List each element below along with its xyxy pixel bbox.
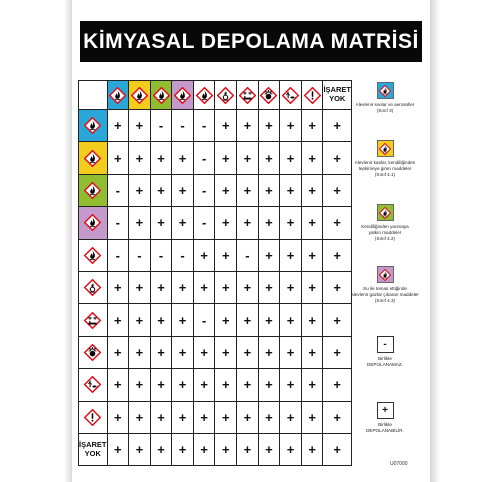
matrix-cell: + bbox=[129, 142, 151, 174]
table-row bbox=[79, 401, 352, 433]
matrix-cell: + bbox=[280, 239, 302, 271]
flame-icon bbox=[151, 87, 172, 104]
row-header-4 bbox=[79, 207, 108, 239]
matrix-cell: + bbox=[107, 401, 129, 433]
legend-item-green bbox=[350, 204, 420, 243]
matrix-cell: + bbox=[215, 239, 237, 271]
page-title: KİMYASAL DEPOLAMA MATRİSİ bbox=[83, 29, 419, 53]
legend-text-line: (Sınıf 4.2) bbox=[374, 236, 396, 242]
column-header-2 bbox=[129, 81, 151, 110]
environment-icon bbox=[79, 376, 107, 393]
column-header-6 bbox=[215, 81, 237, 110]
matrix-cell: - bbox=[237, 239, 259, 271]
matrix-cell: + bbox=[301, 271, 323, 303]
flame-icon bbox=[172, 87, 193, 104]
matrix-cell: + bbox=[237, 433, 259, 465]
matrix-cell: + bbox=[172, 336, 194, 368]
legend-item-yellow bbox=[350, 140, 420, 179]
matrix-cell: + bbox=[301, 174, 323, 206]
matrix-cell: + bbox=[215, 369, 237, 401]
isaret-yok-line2: YOK bbox=[84, 448, 101, 458]
isaret-yok-line1: İŞARET bbox=[323, 85, 351, 95]
exclamation-icon bbox=[79, 409, 107, 426]
table-row bbox=[79, 110, 352, 142]
matrix-cell: + bbox=[258, 433, 280, 465]
matrix-cell: + bbox=[193, 433, 215, 465]
matrix-cell: + bbox=[258, 369, 280, 401]
isaret-yok-line2: YOK bbox=[329, 94, 346, 103]
row-header-1 bbox=[79, 110, 108, 142]
matrix-cell: + bbox=[150, 174, 172, 206]
matrix-cell: + bbox=[150, 304, 172, 336]
matrix-cell: + bbox=[280, 304, 302, 336]
flame-icon bbox=[129, 87, 150, 104]
flame-icon bbox=[79, 182, 107, 199]
matrix-cell: + bbox=[301, 433, 323, 465]
matrix-cell: + bbox=[301, 401, 323, 433]
matrix-cell: + bbox=[150, 433, 172, 465]
matrix-cell: + bbox=[323, 174, 352, 206]
matrix-cell: - bbox=[107, 174, 129, 206]
matrix-cell: - bbox=[193, 304, 215, 336]
column-header-8 bbox=[258, 81, 280, 110]
matrix-cell: + bbox=[323, 271, 352, 303]
matrix-cell: + bbox=[280, 433, 302, 465]
matrix-cell: + bbox=[237, 401, 259, 433]
exploding-bomb-icon bbox=[259, 87, 280, 104]
matrix-cell: + bbox=[237, 142, 259, 174]
row-header-6 bbox=[79, 271, 108, 303]
matrix-cell: + bbox=[215, 174, 237, 206]
flame-over-circle-icon bbox=[79, 279, 107, 296]
matrix-cell: + bbox=[107, 433, 129, 465]
matrix-cell: - bbox=[193, 207, 215, 239]
matrix-cell: + bbox=[172, 142, 194, 174]
matrix-cell: + bbox=[237, 271, 259, 303]
table-row bbox=[79, 142, 352, 174]
table-row bbox=[79, 239, 352, 271]
matrix-cell: + bbox=[107, 336, 129, 368]
matrix-cell: + bbox=[323, 336, 352, 368]
matrix-cell: + bbox=[172, 304, 194, 336]
matrix-cell: + bbox=[280, 336, 302, 368]
matrix-cell: + bbox=[150, 271, 172, 303]
storage-matrix-table bbox=[78, 80, 352, 466]
legend-text-line: tepkimeye giren maddeler bbox=[358, 166, 412, 172]
legend-item-plus bbox=[350, 402, 420, 434]
matrix-cell: + bbox=[215, 304, 237, 336]
environment-icon bbox=[280, 87, 301, 104]
matrix-cell: + bbox=[237, 207, 259, 239]
matrix-cell: + bbox=[129, 271, 151, 303]
legend-text-line: Su ile temas ettiğinde bbox=[363, 286, 407, 291]
matrix-cell: - bbox=[172, 110, 194, 142]
matrix-cell: + bbox=[150, 142, 172, 174]
flame-icon bbox=[379, 269, 391, 281]
matrix-cell: + bbox=[301, 239, 323, 271]
matrix-cell: + bbox=[172, 207, 194, 239]
matrix-cell: + bbox=[258, 271, 280, 303]
row-header-2 bbox=[79, 142, 108, 174]
matrix-cell: + bbox=[280, 369, 302, 401]
header-row bbox=[79, 81, 352, 110]
matrix-cell: + bbox=[129, 110, 151, 142]
matrix-cell: + bbox=[172, 174, 194, 206]
row-header-7 bbox=[79, 304, 108, 336]
legend-text-line: alevlenir gazlar çıkaran maddeler bbox=[351, 292, 419, 298]
matrix-cell: + bbox=[129, 207, 151, 239]
matrix-cell: + bbox=[237, 174, 259, 206]
corrosion-icon bbox=[79, 312, 107, 329]
matrix-cell: + bbox=[129, 336, 151, 368]
matrix-cell: - bbox=[129, 239, 151, 271]
matrix-cell: + bbox=[280, 110, 302, 142]
matrix-cell: + bbox=[280, 271, 302, 303]
legend-text-line: Kendiliğinden yanmaya bbox=[361, 224, 409, 229]
matrix-cell: + bbox=[193, 369, 215, 401]
matrix-cell: - bbox=[107, 207, 129, 239]
legend-swatch: - bbox=[377, 336, 394, 353]
matrix-cell: + bbox=[323, 239, 352, 271]
column-header-1 bbox=[107, 81, 129, 110]
matrix-cell: - bbox=[193, 110, 215, 142]
matrix-cell: + bbox=[301, 142, 323, 174]
matrix-cell: + bbox=[215, 401, 237, 433]
matrix-cell: + bbox=[150, 401, 172, 433]
legend-swatch bbox=[377, 204, 394, 221]
column-header-7 bbox=[237, 81, 259, 110]
legend-text-line: Birlikte bbox=[378, 422, 392, 427]
legend-text-line: DEPOLANAMAZ. bbox=[367, 362, 403, 368]
row-header-3 bbox=[79, 174, 108, 206]
product-code: U07000 bbox=[390, 461, 408, 467]
column-header-11 bbox=[323, 81, 352, 110]
table-row bbox=[79, 304, 352, 336]
legend-item-purple bbox=[350, 266, 420, 305]
column-header-4 bbox=[172, 81, 194, 110]
matrix-cell: + bbox=[323, 304, 352, 336]
matrix-cell: + bbox=[215, 336, 237, 368]
matrix-cell: + bbox=[215, 110, 237, 142]
legend-text-line: Alevlenir sıvılar ve aerosoller bbox=[355, 102, 415, 107]
legend-text-line: yatkın maddeler bbox=[368, 230, 402, 236]
column-header-10 bbox=[301, 81, 323, 110]
flame-icon bbox=[79, 214, 107, 231]
matrix-cell: + bbox=[129, 401, 151, 433]
matrix-cell: + bbox=[258, 239, 280, 271]
matrix-cell: + bbox=[237, 304, 259, 336]
legend-text-line: (Sınıf 4.3) bbox=[374, 298, 396, 304]
matrix-cell: + bbox=[323, 207, 352, 239]
matrix-cell: + bbox=[323, 401, 352, 433]
row-header-11 bbox=[79, 433, 108, 465]
legend-text-line: Birlikte bbox=[378, 356, 392, 361]
matrix-cell: + bbox=[323, 142, 352, 174]
matrix-cell: + bbox=[301, 369, 323, 401]
matrix-cell: + bbox=[215, 271, 237, 303]
flame-icon bbox=[379, 207, 391, 219]
isaret-yok-line1: İŞARET bbox=[79, 439, 107, 449]
matrix-cell: + bbox=[107, 369, 129, 401]
matrix-cell: + bbox=[129, 304, 151, 336]
table-row bbox=[79, 369, 352, 401]
matrix-cell: + bbox=[280, 174, 302, 206]
matrix-cell: - bbox=[150, 110, 172, 142]
matrix-cell: + bbox=[129, 174, 151, 206]
legend-swatch bbox=[377, 140, 394, 157]
matrix-cell: + bbox=[280, 207, 302, 239]
matrix-cell: + bbox=[129, 433, 151, 465]
title-banner bbox=[80, 21, 422, 62]
matrix-cell: - bbox=[107, 239, 129, 271]
flame-icon bbox=[79, 117, 107, 134]
matrix-cell: + bbox=[150, 207, 172, 239]
matrix-cell: + bbox=[323, 433, 352, 465]
matrix-cell: + bbox=[193, 239, 215, 271]
legend-text-line: (Sınıf 4.1) bbox=[374, 172, 396, 178]
column-header-9 bbox=[280, 81, 302, 110]
matrix-cell: + bbox=[172, 401, 194, 433]
matrix-cell: + bbox=[215, 207, 237, 239]
matrix-cell: - bbox=[193, 142, 215, 174]
flame-over-circle-icon bbox=[215, 87, 236, 104]
matrix-cell: - bbox=[172, 239, 194, 271]
matrix-cell: + bbox=[280, 401, 302, 433]
legend-text-line: DEPOLANABİLİR. bbox=[366, 428, 404, 434]
matrix-cell: - bbox=[150, 239, 172, 271]
table-row bbox=[79, 271, 352, 303]
table-row bbox=[79, 336, 352, 368]
row-header-10 bbox=[79, 401, 108, 433]
matrix-cell: + bbox=[280, 142, 302, 174]
column-header-3 bbox=[150, 81, 172, 110]
exploding-bomb-icon bbox=[79, 344, 107, 361]
matrix-cell: + bbox=[150, 336, 172, 368]
matrix-cell: + bbox=[301, 110, 323, 142]
matrix-cell: + bbox=[107, 110, 129, 142]
matrix-cell: + bbox=[237, 369, 259, 401]
matrix-cell: + bbox=[258, 174, 280, 206]
legend bbox=[350, 80, 420, 460]
legend-item-minus bbox=[350, 336, 420, 368]
matrix-cell: + bbox=[172, 433, 194, 465]
matrix-cell: + bbox=[193, 271, 215, 303]
flame-icon bbox=[79, 150, 107, 167]
matrix-cell: + bbox=[107, 142, 129, 174]
table-row bbox=[79, 174, 352, 206]
matrix-cell: + bbox=[323, 110, 352, 142]
legend-swatch bbox=[377, 82, 394, 99]
matrix-cell: + bbox=[258, 142, 280, 174]
matrix-cell: + bbox=[258, 336, 280, 368]
matrix-cell: + bbox=[107, 304, 129, 336]
legend-item-blue bbox=[350, 82, 420, 114]
legend-swatch: + bbox=[377, 402, 394, 419]
matrix-cell: + bbox=[172, 271, 194, 303]
row-header-9 bbox=[79, 369, 108, 401]
matrix-cell: + bbox=[215, 142, 237, 174]
flame-icon bbox=[79, 247, 107, 264]
flame-icon bbox=[194, 87, 215, 104]
matrix-cell: + bbox=[150, 369, 172, 401]
matrix-cell: + bbox=[301, 336, 323, 368]
matrix-cell: + bbox=[258, 110, 280, 142]
matrix-cell: - bbox=[193, 174, 215, 206]
row-header-8 bbox=[79, 336, 108, 368]
legend-text-line: Alevlenir katılar, kendiliğinden bbox=[354, 160, 416, 165]
corrosion-icon bbox=[237, 87, 258, 104]
column-header-5 bbox=[193, 81, 215, 110]
matrix-cell: + bbox=[237, 110, 259, 142]
table-row bbox=[79, 433, 352, 465]
matrix-cell: + bbox=[172, 369, 194, 401]
matrix-cell: + bbox=[323, 369, 352, 401]
matrix-cell: + bbox=[301, 304, 323, 336]
matrix-cell: + bbox=[193, 401, 215, 433]
matrix-cell: + bbox=[258, 207, 280, 239]
flame-icon bbox=[379, 85, 391, 97]
matrix-cell: + bbox=[258, 401, 280, 433]
matrix-cell: + bbox=[193, 336, 215, 368]
matrix-cell: + bbox=[237, 336, 259, 368]
legend-text-line: (Sınıf 3) bbox=[376, 108, 394, 114]
flame-icon bbox=[108, 87, 129, 104]
legend-swatch bbox=[377, 266, 394, 283]
matrix-cell: + bbox=[215, 433, 237, 465]
exclamation-icon bbox=[302, 87, 323, 104]
sheet-shadow-right bbox=[430, 0, 440, 482]
matrix-cell: + bbox=[301, 207, 323, 239]
matrix-cell: + bbox=[107, 271, 129, 303]
matrix-cell: + bbox=[258, 304, 280, 336]
row-header-5 bbox=[79, 239, 108, 271]
table-row bbox=[79, 207, 352, 239]
corner-cell bbox=[79, 81, 108, 110]
matrix-cell: + bbox=[129, 369, 151, 401]
flame-icon bbox=[379, 143, 391, 155]
